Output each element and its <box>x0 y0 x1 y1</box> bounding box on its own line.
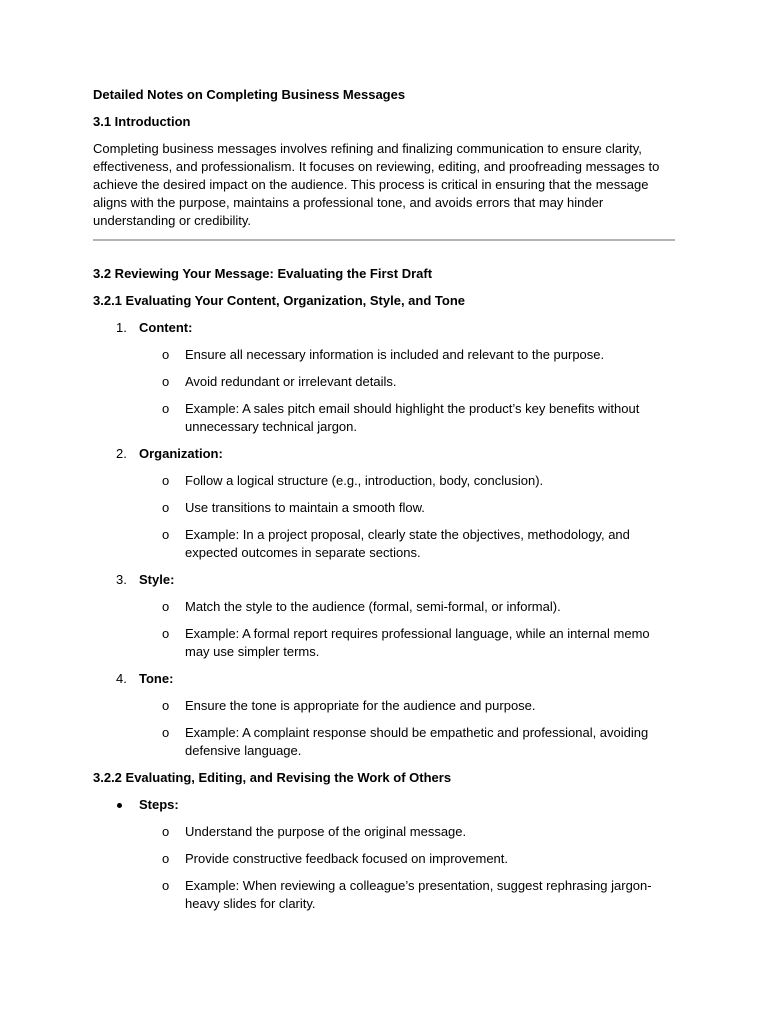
section-3-2-2-heading: 3.2.2 Evaluating, Editing, and Revising the Work of Others <box>93 770 452 785</box>
horizontal-divider <box>93 239 675 241</box>
list-item <box>93 472 675 490</box>
list-item-text: Example: When reviewing a colleague’s presentation, suggest rephrasing jargon-heavy slides for clarity. <box>185 878 652 911</box>
list-marker: o <box>162 599 170 614</box>
list-marker: o <box>162 401 170 416</box>
list-item <box>93 724 675 760</box>
list-item <box>93 526 675 562</box>
list-item <box>93 850 675 868</box>
list-marker: o <box>162 878 170 893</box>
numbered-item-organization <box>93 445 675 463</box>
intro-heading: 3.1 Introduction <box>93 114 191 129</box>
list-marker: o <box>162 698 170 713</box>
list-item-text: Example: In a project proposal, clearly state the objectives, methodology, and expected outcomes in separate sections. <box>185 527 630 560</box>
list-item-text: Provide constructive feedback focused on improvement. <box>185 851 509 866</box>
list-marker: o <box>162 527 170 542</box>
list-item-text: Understand the purpose of the original message. <box>185 824 467 839</box>
list-item <box>93 346 675 364</box>
list-item-text: Avoid redundant or irrelevant details. <box>185 374 397 389</box>
item-label: Tone: <box>139 671 174 686</box>
style-points <box>93 598 675 661</box>
list-item-text: Example: A sales pitch email should highlight the product’s key benefits without unnecessary technical jargon. <box>185 401 640 434</box>
organization-points <box>93 472 675 562</box>
content-points <box>93 346 675 436</box>
list-number: 2. <box>116 446 127 461</box>
item-label: Organization: <box>139 446 223 461</box>
list-marker: o <box>162 500 170 515</box>
steps-points <box>93 823 675 913</box>
list-marker: o <box>162 824 170 839</box>
steps-label: Steps: <box>139 797 179 812</box>
list-marker: o <box>162 725 170 740</box>
list-item <box>93 697 675 715</box>
list-item-text: Follow a logical structure (e.g., introduction, body, conclusion). <box>185 473 544 488</box>
list-number: 1. <box>116 320 127 335</box>
item-label: Style: <box>139 572 175 587</box>
list-marker: o <box>162 374 170 389</box>
list-marker: o <box>162 626 170 641</box>
list-item-text: Example: A complaint response should be empathetic and professional, avoiding defensive language. <box>185 725 649 758</box>
numbered-item-style <box>93 571 675 589</box>
list-marker: o <box>162 851 170 866</box>
list-item <box>93 625 675 661</box>
list-number: 4. <box>116 671 127 686</box>
list-item <box>93 499 675 517</box>
bullet-item-steps <box>93 796 675 814</box>
bullet-dot-icon <box>117 803 122 808</box>
list-item <box>93 877 675 913</box>
list-item-text: Use transitions to maintain a smooth flow. <box>185 500 425 515</box>
intro-paragraph: Completing business messages involves refining and finalizing communication to ensure clarity, effectiveness, and professionalism. It focuses on reviewing, editing, and proofreading messages to achieve the desired impact on the audience. This process is critical in ensuring that the message aligns with the purpose, maintains a professional tone, and avoids errors that may hinder understanding or credibility. <box>93 141 660 228</box>
list-item-text: Ensure all necessary information is included and relevant to the purpose. <box>185 347 605 362</box>
list-item <box>93 598 675 616</box>
item-label: Content: <box>139 320 193 335</box>
list-marker: o <box>162 473 170 488</box>
list-item-text: Example: A formal report requires professional language, while an internal memo may use simpler terms. <box>185 626 650 659</box>
numbered-item-content <box>93 319 675 337</box>
list-item <box>93 823 675 841</box>
tone-points <box>93 697 675 760</box>
section-3-2-1-heading: 3.2.1 Evaluating Your Content, Organization, Style, and Tone <box>93 293 465 308</box>
list-item <box>93 400 675 436</box>
list-number: 3. <box>116 572 127 587</box>
list-item-text: Match the style to the audience (formal, semi-formal, or informal). <box>185 599 561 614</box>
list-item-text: Ensure the tone is appropriate for the audience and purpose. <box>185 698 536 713</box>
document-title: Detailed Notes on Completing Business Messages <box>93 87 406 102</box>
list-marker: o <box>162 347 170 362</box>
section-3-2-heading: 3.2 Reviewing Your Message: Evaluating the First Draft <box>93 266 433 281</box>
numbered-item-tone <box>93 670 675 688</box>
list-item <box>93 373 675 391</box>
